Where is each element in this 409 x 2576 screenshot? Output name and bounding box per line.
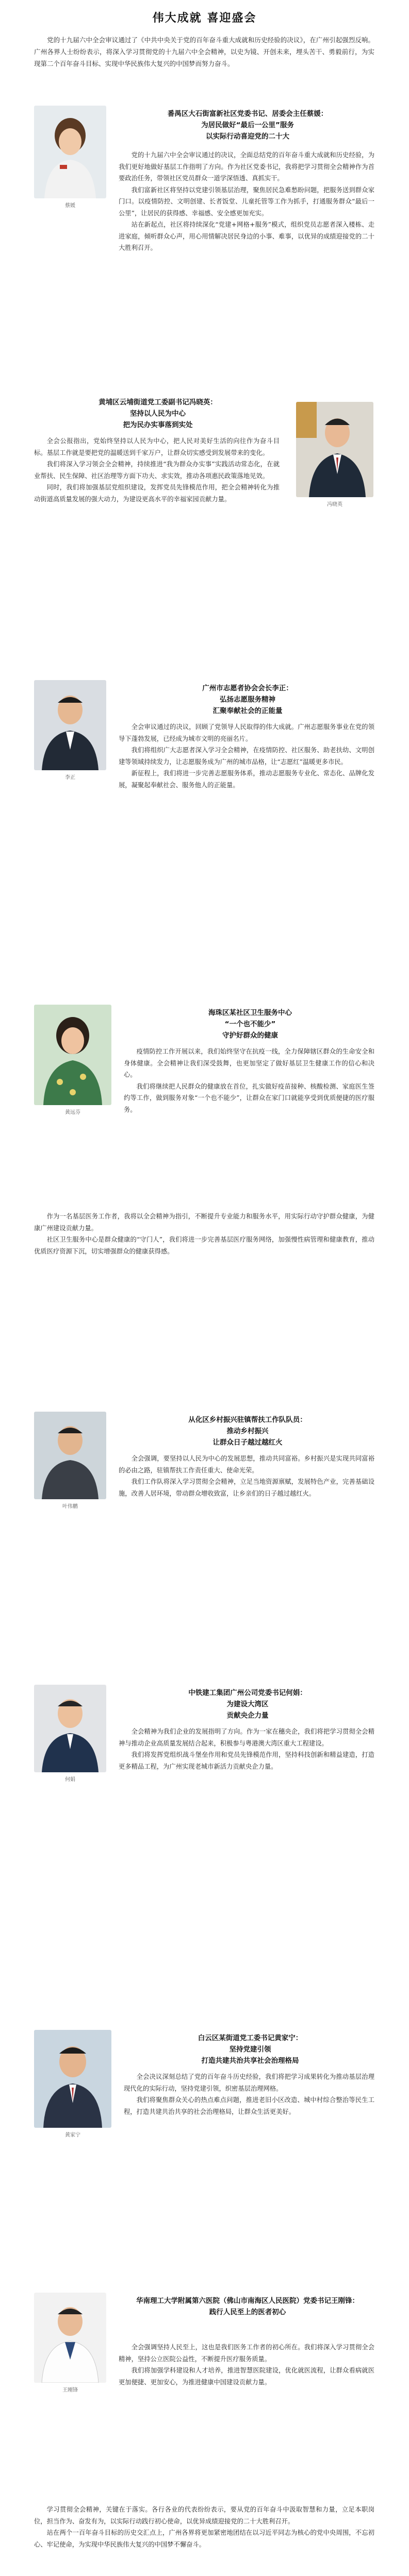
portrait-photo-7: [34, 2030, 111, 2128]
portrait-photo-8: [34, 2293, 106, 2383]
section-heading-6: 中铁建工集团广州公司党委书记何娟： 为建设大湾区 贡献央企力量: [188, 1689, 307, 1720]
section-body-2: [34, 435, 280, 505]
paragraph: 社区卫生服务中心是群众健康的“守门人”，我们将进一步完善基层医疗服务网络，加强慢性病管理和健康教育，推动优质医疗资源下沉，切实增强群众的健康获得感。: [34, 1236, 374, 1255]
portrait-caption-7: 黄家宁: [65, 2132, 80, 2138]
portrait-caption-6: 何娟: [65, 1777, 75, 1783]
paragraph: 同时，我们将加强基层党组织建设，发挥党员先锋模范作用，把全会精神转化为推动街道高质量发展的强大动力，为建设更高水平的幸福家园贡献力量。: [34, 484, 280, 503]
article-title: 伟大成就 喜迎盛会: [152, 12, 257, 25]
paragraph: 全会公报指出，党始终坚持以人民为中心，把人民对美好生活的向往作为奋斗目标。基层工作就是要把党的温暖送到千家万户，让群众切实感受到发展带来的变化。: [34, 437, 280, 456]
paragraph: 我们将发挥党组织战斗堡垒作用和党员先锋模范作用，坚持科技创新和精益建造，打造更多精品工程，为广州实现老城市新活力贡献央企力量。: [119, 1751, 374, 1770]
portrait-photo-2: [296, 402, 373, 497]
paragraph: 站在新起点，社区将持续深化“党建+网格+服务”模式，组织党员志愿者深入楼栋、走进家庭，倾听群众心声，用心用情解决居民身边的小事、难事，以优异的成绩迎接党的二十大胜利召开。: [119, 221, 374, 251]
portrait-photo-4: [34, 1005, 111, 1105]
section-heading-7: 白云区某街道党工委书记黄家宁： 坚持党建引领 打造共建共治共享社会治理格局: [198, 2034, 303, 2065]
paragraph: 党的十九届六中全会审议通过的决议，全面总结党的百年奋斗重大成就和历史经验，为我们更好地做好基层工作指明了方向。作为社区党委书记，我将把学习贯彻全会精神作为首要政治任务，带领社区党员群众一道学深悟透、真抓实干。: [119, 151, 374, 182]
section-heading-5: 从化区乡村振兴驻镇帮扶工作队队员： 推动乡村振兴 让群众日子越过越红火: [188, 1416, 307, 1447]
portrait-caption-8: 王刚锋: [62, 2387, 78, 2393]
paragraph: 新征程上，我们将进一步完善志愿服务体系，推动志愿服务专业化、常态化、品牌化发展，凝聚起奉献社会、服务他人的正能量。: [119, 770, 374, 789]
paragraph: 我们将聚焦群众关心的热点难点问题，推进老旧小区改造、城中村综合整治等民生工程，打造共建共治共享的社会治理格局，让群众生活更美好。: [124, 2096, 374, 2115]
section-body-4: [124, 1046, 374, 1115]
section-body-1: [119, 149, 374, 254]
paragraph: 全会决议深刻总结了党的百年奋斗历史经验，我们将把学习成果转化为推动基层治理现代化的实际行动，坚持党建引领，织密基层治理网格。: [124, 2073, 374, 2092]
portrait-photo-3: [34, 680, 106, 770]
paragraph: 我们将组织广大志愿者深入学习全会精神，在疫情防控、社区服务、助老扶幼、文明创建等领域持续发力，让志愿服务成为广州的城市品格，让“志愿红”温暖更多市民。: [119, 747, 374, 766]
paragraph: 全会精神为我们企业的发展指明了方向。作为一家在穗央企，我们将把学习贯彻全会精神与推动企业高质量发展结合起来，积极参与粤港澳大湾区重大工程建设。: [119, 1728, 374, 1747]
section-body-7: [124, 2071, 374, 2117]
portrait-photo-1: [34, 106, 106, 198]
portrait-caption-1: 蔡媛: [65, 203, 75, 209]
paragraph: 我们将继续把人民群众的健康放在首位，扎实做好疫苗接种、核酸检测、家庭医生签约等工作，做到服务对象“一个也不能少”，让群众在家门口就能享受到优质便捷的医疗服务。: [124, 1082, 374, 1113]
paragraph: 学习贯彻全会精神，关键在于落实。各行各业的代表纷纷表示，要从党的百年奋斗中汲取智慧和力量，立足本职岗位，担当作为、奋发有为，以实际行动践行初心使命，以优异成绩迎接党的二十大胜利召开。: [34, 2506, 374, 2525]
paragraph: 站在两个一百年奋斗目标的历史交汇点上，广州各界将更加紧密地团结在以习近平同志为核心的党中央周围，不忘初心、牢记使命，为实现中华民族伟大复兴的中国梦不懈奋斗。: [34, 2529, 374, 2548]
paragraph: 疫情防控工作开展以来，我们始终坚守在抗疫一线，全力保障辖区群众的生命安全和身体健康。全会精神让我们深受鼓舞，也更加坚定了做好基层卫生健康工作的信心和决心。: [124, 1048, 374, 1078]
paragraph: 全会强调，要坚持以人民为中心的发展思想，推动共同富裕。乡村振兴是实现共同富裕的必由之路，驻镇帮扶工作责任重大、使命光荣。: [119, 1455, 374, 1474]
portrait-photo-5: [34, 1412, 106, 1499]
portrait-caption-5: 叶伟鹏: [62, 1504, 78, 1510]
paragraph: 我们将深入学习领会全会精神，持续推进“我为群众办实事”实践活动常态化，在就业帮扶、民生保障、社区治理等方面下功夫、求实效，推动各项惠民政策落地见效。: [34, 461, 280, 480]
portrait-caption-2: 冯晓英: [327, 502, 342, 507]
article-intro: 党的十九届六中全会审议通过了《中共中央关于党的百年奋斗重大成就和历史经验的决议》，在广州引起强烈反响。广州各界人士纷纷表示，将深入学习贯彻党的十九届六中全会精神，以史为镜、开创未来，埋头苦干、勇毅前行，为实现第二个百年奋斗目标、实现中华民族伟大复兴的中国梦而努力奋斗。: [34, 36, 374, 67]
portrait-photo-6: [34, 1685, 106, 1772]
portrait-caption-3: 李正: [65, 775, 75, 781]
paragraph: 我们工作队将深入学习贯彻全会精神，立足当地资源禀赋，发展特色产业，完善基础设施，改善人居环境，带动群众增收致富，让乡亲们的日子越过越红火。: [119, 1478, 374, 1497]
section-heading-2: 黄埔区云埔街道党工委副书记冯晓英： 坚持以人民为中心 把为民办实事落到实处: [99, 398, 217, 429]
paragraph: 我们富新社区将坚持以党建引领基层治理，聚焦居民急难愁盼问题，把服务送到群众家门口。以疫情防控、文明创建、长者饭堂、儿童托管等工作为抓手，打通服务群众“最后一公里”，让居民的获得感、幸福感、安全感更加充实。: [119, 186, 374, 217]
paragraph: 作为一名基层医务工作者，我将以全会精神为指引，不断提升专业能力和服务水平，用实际行动守护群众健康，为健康广州建设贡献力量。: [34, 1213, 374, 1232]
portrait-caption-4: 黄远芬: [65, 1110, 80, 1115]
section-heading-4: 海珠区某社区卫生服务中心 “一个也不能少” 守护好群众的健康: [208, 1009, 292, 1040]
section-body-3: [119, 721, 374, 791]
paragraph: 全会强调坚持人民至上，这也是我们医务工作者的初心所在。我们将深入学习贯彻全会精神，坚持公立医院公益性，不断提升医疗服务质量。: [119, 2344, 374, 2363]
paragraph: 我们将加强学科建设和人才培养，推进智慧医院建设，优化就医流程，让群众看病就医更加便捷、更加安心，为推进健康中国建设贡献力量。: [119, 2367, 374, 2386]
section-heading-8: 华南理工大学附属第六医院（佛山市南海区人民医院）党委书记王刚锋： 践行人民至上的医者初心: [136, 2297, 359, 2316]
section-body-5: [119, 1453, 374, 1499]
section-heading-3: 广州市志愿者协会会长李正： 弘扬志愿服务精神 汇聚奉献社会的正能量: [202, 684, 293, 715]
section-body-6: [119, 1726, 374, 1772]
section-heading-1: 番禺区大石街富新社区党委书记、居委会主任蔡媛： 为居民做好“最后一公里”服务 以实际行动喜迎党的二十大: [167, 110, 328, 141]
middle-text: [34, 1211, 374, 1257]
section-body-8: [119, 2342, 374, 2388]
closing-text: [34, 2504, 374, 2550]
paragraph: 全会审议通过的决议，回顾了党领导人民取得的伟大成就。广州志愿服务事业在党的领导下蓬勃发展，已经成为城市文明的亮丽名片。: [119, 723, 374, 742]
